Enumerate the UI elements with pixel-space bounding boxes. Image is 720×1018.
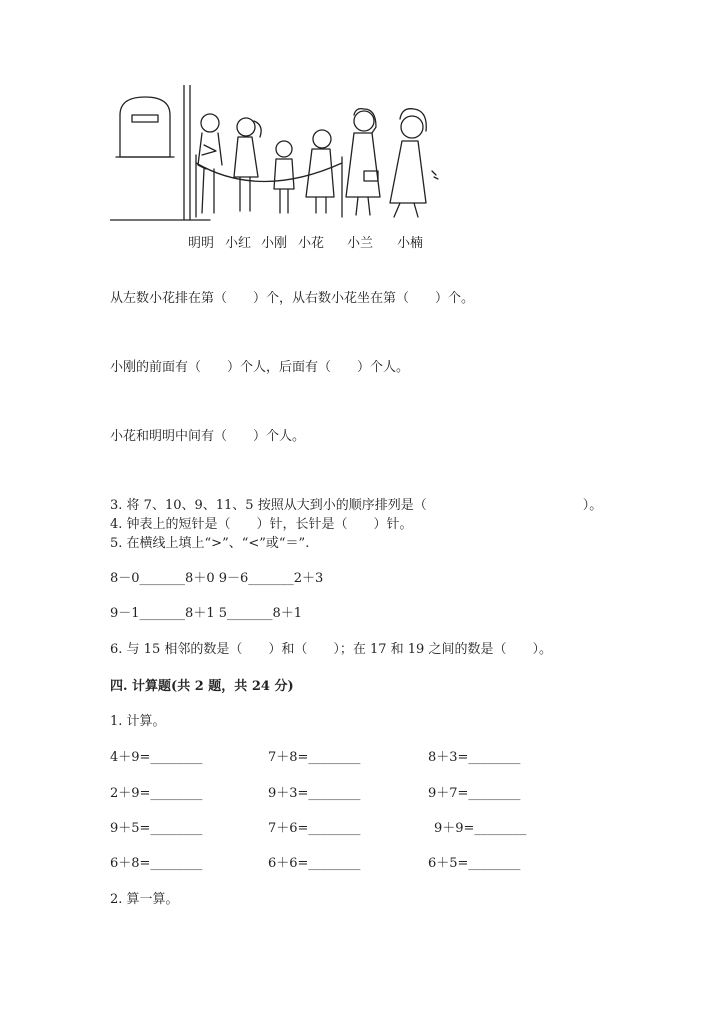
name-label: 小兰 [347, 236, 374, 251]
section-title: 四. 计算题(共 2 题，共 24 分) [110, 679, 294, 694]
calc-item: 6＋6=________ [268, 856, 361, 871]
calc-item: 7＋8=________ [268, 750, 361, 765]
subsection-1-title: 1. 计算。 [110, 714, 166, 729]
name-label: 小花 [298, 236, 325, 251]
subsection-2-title: 2. 算一算。 [110, 892, 179, 907]
calc-item: 9＋7=________ [428, 786, 521, 801]
question-people-around-xiaogang: 小刚的前面有（ ）个人，后面有（ ）个人。 [110, 360, 410, 375]
question-3: 3. 将 7、10、9、11、5 按照从大到小的顺序排列是（ ）。 [110, 498, 603, 513]
calc-item: 7＋6=________ [268, 821, 361, 836]
calc-item: 6＋5=________ [428, 856, 521, 871]
name-label: 小红 [225, 236, 252, 251]
question-5-row-2: 9－1_______8＋1 5_______8＋1 [110, 606, 303, 621]
question-5-row-1: 8－0_______8＋0 9－6_______2＋3 [110, 571, 324, 586]
question-6: 6. 与 15 相邻的数是（ ）和（ ）；在 17 和 19 之间的数是（ ）。 [110, 642, 552, 657]
question-5: 5. 在横线上填上“>”、“<”或“＝”. [110, 536, 310, 551]
queue-illustration [110, 85, 450, 230]
calc-item: 2＋9=________ [110, 786, 203, 801]
name-label: 小刚 [261, 236, 288, 251]
calc-item: 9＋3=________ [268, 786, 361, 801]
calc-item: 4＋9=________ [110, 750, 203, 765]
calc-item: 8＋3=________ [428, 750, 521, 765]
name-label: 明明 [188, 236, 215, 251]
question-4: 4. 钟表上的短针是（ ）针，长针是（ ）针。 [110, 517, 413, 532]
calc-item: 9＋5=________ [110, 821, 203, 836]
calc-item: 6＋8=________ [110, 856, 203, 871]
name-labels [0, 232, 720, 252]
question-position-of-xiaohua: 从左数小花排在第（ ）个，从右数小花坐在第（ ）个。 [110, 291, 475, 306]
name-label: 小楠 [397, 236, 424, 251]
question-between-xiaohua-and-mingming: 小花和明明中间有（ ）个人。 [110, 429, 306, 444]
calc-item: 9＋9=________ [434, 821, 527, 836]
